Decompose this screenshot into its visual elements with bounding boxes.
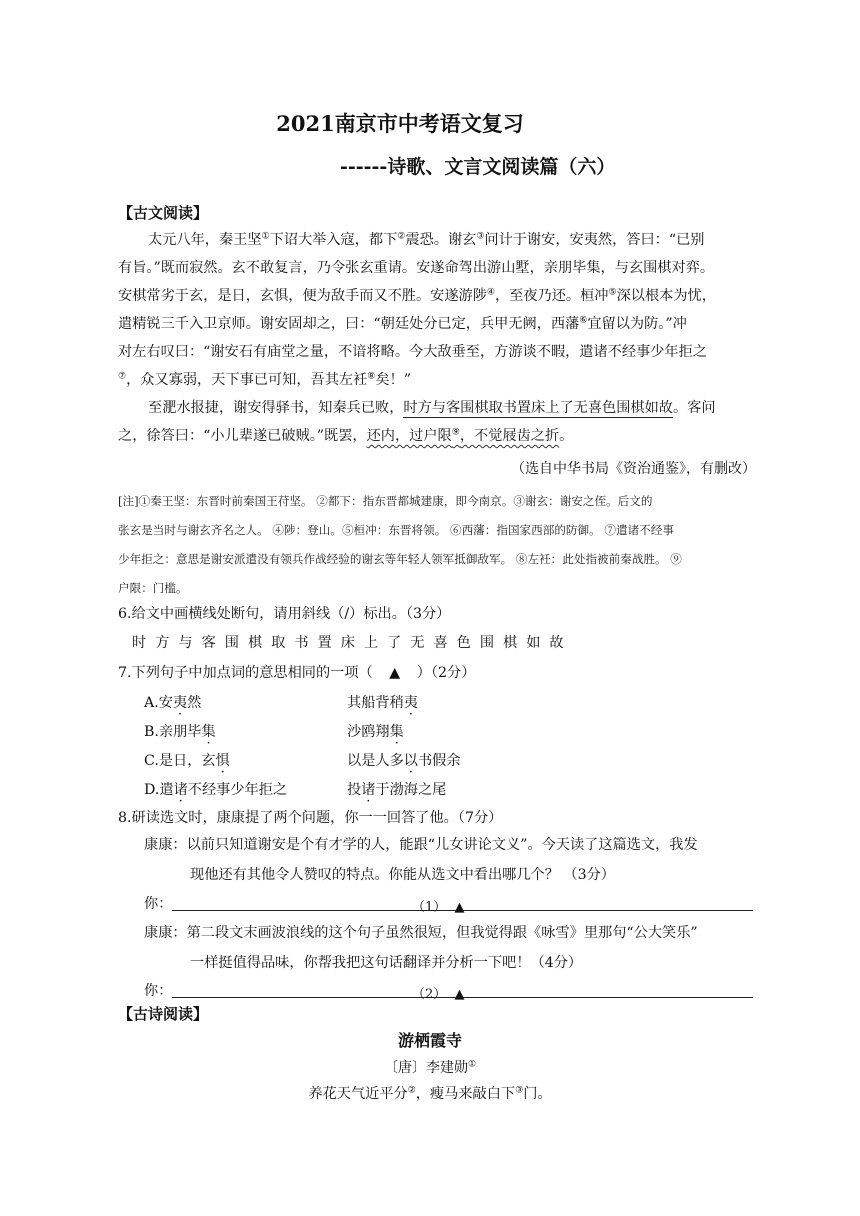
dialogue-line: 康康：第二段文末画波浪线的这个句子虽然很短，但我觉得跟《咏雪》里那句“公大笑乐” (144, 925, 698, 941)
dialogue-1 (144, 830, 764, 890)
passage-line: 至淝水报捷，谢安得驿书，知秦兵已败，时方与客围棋取书置床上了无喜色围棋如故。客问 (148, 400, 716, 416)
answer-blank-mark: ▲ (389, 665, 401, 681)
passage-line: 有旨。”既而寂然。玄不敢复言，乃令张玄重请。安遂命驾出游山墅，亲朋毕集，与玄围棋对弈。 (118, 260, 715, 276)
question-8: 8.研读选文时，康康提了两个问题，你一一回答了他。（7分） (118, 810, 503, 826)
passage-line: 遣精锐三千入卫京师。谢安固却之，曰：“朝廷处分已定，兵甲无阙，西藩⑥宜留以为防。”冲 (118, 315, 687, 332)
annotations (118, 487, 758, 603)
note-line: 户限：门槛。 (118, 581, 188, 595)
section-heading-poetry: 【古诗阅读】 (118, 1005, 209, 1023)
option-a-left: A.安夷然 (144, 695, 202, 711)
option-b-left: B.亲朋毕集 (144, 724, 216, 740)
dialogue-line: 康康：以前只知道谢安是个有才学的人，能跟“儿女讲论文义”。今天读了这篇选文，我发 (144, 837, 698, 853)
underlined-sentence: 时方与客围棋取书置床上了无喜色围棋如故 (403, 400, 673, 416)
option-d-left: D.遣诸不经事少年拒之 (144, 782, 288, 798)
dialogue-line: 一样挺值得品味，你帮我把这句话翻译并分析一下吧！（4分） (190, 955, 583, 971)
section-heading-classical-prose: 【古文阅读】 (118, 204, 209, 222)
dialogue-2 (144, 918, 764, 978)
passage-line: 太元八年，秦王坚①下诏大举入寇，都下②震恐。谢玄③问计于谢安，安夷然，答曰：“已别 (148, 231, 705, 248)
answer-1-label: 你： (144, 896, 173, 912)
passage-line: 之，徐答曰：“小儿辈遂已破贼。”既罢，还内，过户限⑨，不觉屐齿之折。 (118, 427, 574, 444)
option-d-right: 投诸于渤海之尾 (347, 782, 447, 798)
question-7: 7.下列句子中加点词的意思相同的一项（ ▲ ）（2分） (118, 665, 476, 681)
note-line: [注]①秦王坚：东晋时前秦国王苻坚。 ②都下：指东晋都城建康，即今南京。③谢玄：谢安之侄。后文的 (118, 494, 653, 508)
page-title: 2021南京市中考语文复习 (276, 111, 524, 136)
passage-line: ⑦，众又寡弱，天下事已可知，吾其左衽⑧矣！” (118, 371, 411, 388)
option-c-right: 以是人多以书假余 (347, 753, 461, 769)
page-subtitle: ------诗歌、文言文阅读篇（六） (340, 156, 616, 178)
dialogue-line: 现他还有其他令人赞叹的特点。你能从选文中看出哪几个？ （3分） (190, 867, 615, 883)
poem-title: 游栖霞寺 (397, 1031, 462, 1050)
option-c-left: C.是日，玄惧 (144, 753, 230, 769)
answer-2-label: 你： (144, 983, 173, 999)
question-6: 6.给文中画横线处断句，请用斜线（/）标出。（3分） (118, 606, 451, 622)
option-a-right: 其船背稍夷 (347, 695, 418, 711)
passage-line: 对左右叹曰：“谢安石有庙堂之量，不谙将略。今大敌垂至，方游谈不暇，遣诸不经事少年拒之 (118, 344, 707, 360)
note-line: 张玄是当时与谢玄齐名之人。 ④陟：登山。⑤桓冲：东晋将领。 ⑥西藩：指国家西部的防御。 ⑦遣诸不经事 (118, 523, 674, 537)
option-b-right: 沙鸥翔集 (347, 724, 404, 740)
poem-author: 〔唐〕李建勋① (383, 1059, 477, 1076)
question-6-characters: 时方与客围棋取书置床上了无喜色围棋如故 (132, 635, 573, 651)
answer-2-marker: （2） ▲ (412, 987, 465, 1002)
answer-1-marker: （1） ▲ (412, 900, 465, 915)
wavy-underlined-sentence: 还内，过户限⑨，不觉屐齿之折 (366, 427, 560, 444)
passage-line: 安棋常劣于玄，是日，玄惧，便为敌手而又不胜。安遂游陟④，至夜乃还。桓冲⑤深以根本为忧， (118, 287, 716, 304)
classical-passage (118, 226, 758, 450)
source-citation: （选自中华书局《资治通鉴》，有删改） (511, 461, 756, 477)
poem-line: 养花天气近平分②，瘦马来敲白下③门。 (308, 1085, 552, 1102)
note-line: 少年拒之：意思是谢安派遣没有领兵作战经验的谢玄等年轻人领军抵御敌军。 ⑧左衽：此处指被前秦战胜。 ⑨ (118, 552, 682, 566)
